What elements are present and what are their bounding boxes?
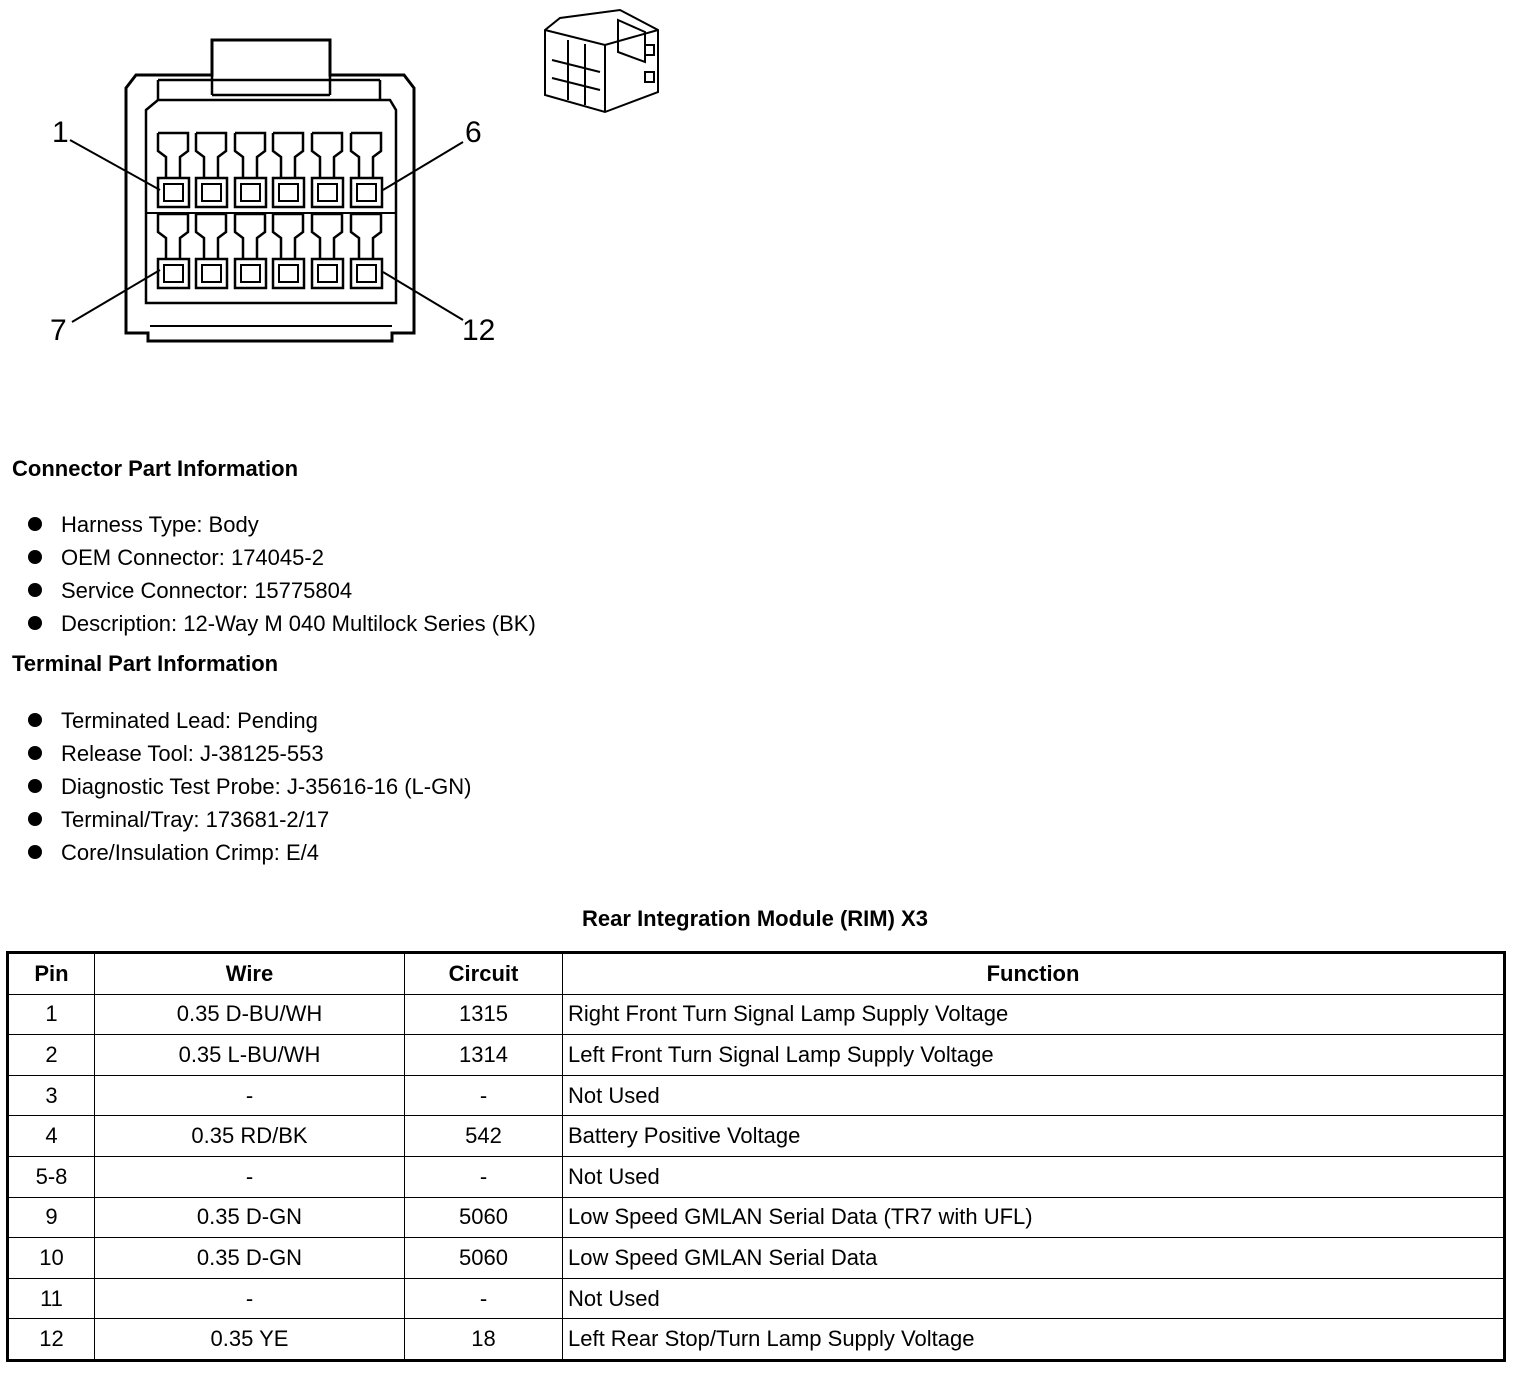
table-row (8, 1075, 1505, 1116)
list-item (28, 574, 536, 607)
cell-circuit: - (405, 1278, 563, 1319)
cell-pin: 3 (8, 1075, 95, 1116)
terminal-cavity-5 (312, 178, 343, 207)
terminal-cavity-8 (196, 259, 227, 288)
cell-circuit: 5060 (405, 1238, 563, 1279)
terminal-cavity-2 (196, 178, 227, 207)
list-item-text: Terminal/Tray: 173681-2/17 (61, 807, 330, 832)
bullet-icon (28, 746, 42, 760)
cell-function: Right Front Turn Signal Lamp Supply Voltage (563, 994, 1505, 1035)
terminal-latch (273, 133, 303, 178)
cell-function: Not Used (563, 1278, 1505, 1319)
terminal-cavity-6 (351, 178, 382, 207)
table-row (8, 1238, 1505, 1279)
list-item (28, 803, 471, 836)
terminal-contact (318, 265, 337, 282)
cell-circuit: 1315 (405, 994, 563, 1035)
bullet-icon (28, 517, 42, 531)
list-item-text: Terminated Lead: Pending (61, 708, 318, 733)
terminal-latch (312, 214, 342, 259)
list-item-text: Harness Type: Body (61, 512, 259, 537)
terminal-contact (202, 265, 221, 282)
bullet-icon (28, 616, 42, 630)
terminal-cavity-11 (312, 259, 343, 288)
terminal-latch (312, 133, 342, 178)
bullet-icon (28, 845, 42, 859)
list-item (28, 508, 536, 541)
pin-label-6: 6 (465, 116, 482, 149)
terminal-contact (357, 184, 376, 201)
table-row (8, 1278, 1505, 1319)
terminal-contact (164, 184, 183, 201)
terminal-contact (279, 184, 298, 201)
cell-pin: 12 (8, 1319, 95, 1361)
cell-pin: 2 (8, 1035, 95, 1076)
table-title: Rear Integration Module (RIM) X3 (582, 906, 928, 931)
pin-label-12: 12 (462, 314, 496, 347)
table-row (8, 994, 1505, 1035)
terminal-latch (351, 133, 381, 178)
header-function: Function (563, 953, 1505, 995)
cell-wire: 0.35 D-BU/WH (95, 994, 405, 1035)
terminal-cavity-12 (351, 259, 382, 288)
table-row (8, 1116, 1505, 1157)
terminal-cavity-1 (158, 178, 189, 207)
cell-function: Left Rear Stop/Turn Lamp Supply Voltage (563, 1319, 1505, 1361)
terminal-contact (279, 265, 298, 282)
list-item-text: Description: 12-Way M 040 Multilock Series (BK) (61, 611, 536, 636)
terminal-cavity-7 (158, 259, 189, 288)
cell-wire: 0.35 YE (95, 1319, 405, 1361)
terminal-latch (351, 214, 381, 259)
cell-circuit: 1314 (405, 1035, 563, 1076)
bullet-icon (28, 583, 42, 597)
list-item-text: OEM Connector: 174045-2 (61, 545, 324, 570)
cell-function: Low Speed GMLAN Serial Data (TR7 with UFL) (563, 1197, 1505, 1238)
cell-circuit: 18 (405, 1319, 563, 1361)
list-item (28, 770, 471, 803)
table-row (8, 1156, 1505, 1197)
list-item (28, 541, 536, 574)
pinout-table (6, 951, 1506, 1362)
list-item (28, 704, 471, 737)
cell-circuit: - (405, 1156, 563, 1197)
table-row (8, 1319, 1505, 1361)
connector-part-info-heading: Connector Part Information (12, 456, 299, 481)
bullet-icon (28, 812, 42, 826)
terminal-latch (158, 214, 188, 259)
pin-label-1: 1 (52, 116, 69, 149)
header-wire: Wire (95, 953, 405, 995)
connector-isometric-icon (545, 10, 658, 112)
list-item-text: Core/Insulation Crimp: E/4 (61, 840, 319, 865)
terminal-cavity-9 (235, 259, 266, 288)
terminal-cavity-4 (273, 178, 304, 207)
list-item-text: Service Connector: 15775804 (61, 578, 353, 603)
terminal-latch (235, 214, 265, 259)
cell-pin: 5-8 (8, 1156, 95, 1197)
cell-circuit: 542 (405, 1116, 563, 1157)
terminal-contact (241, 184, 260, 201)
cell-wire: - (95, 1075, 405, 1116)
bullet-icon (28, 779, 42, 793)
list-item (28, 737, 471, 770)
list-item-text: Diagnostic Test Probe: J-35616-16 (L-GN) (61, 774, 472, 799)
cell-circuit: 5060 (405, 1197, 563, 1238)
cell-pin: 1 (8, 994, 95, 1035)
cell-wire: 0.35 RD/BK (95, 1116, 405, 1157)
cell-function: Battery Positive Voltage (563, 1116, 1505, 1157)
cell-wire: 0.35 D-GN (95, 1238, 405, 1279)
cell-function: Not Used (563, 1156, 1505, 1197)
terminal-part-info-list (28, 704, 471, 869)
list-item (28, 836, 471, 869)
table-header-row (8, 953, 1505, 995)
terminal-cavity-3 (235, 178, 266, 207)
cell-wire: 0.35 D-GN (95, 1197, 405, 1238)
cell-wire: 0.35 L-BU/WH (95, 1035, 405, 1076)
terminal-latch (273, 214, 303, 259)
cell-pin: 11 (8, 1278, 95, 1319)
bullet-icon (28, 713, 42, 727)
terminal-contact (357, 265, 376, 282)
cell-pin: 9 (8, 1197, 95, 1238)
connector-part-info-list (28, 508, 536, 640)
terminal-contact (202, 184, 221, 201)
cell-circuit: - (405, 1075, 563, 1116)
cell-pin: 4 (8, 1116, 95, 1157)
list-item-text: Release Tool: J-38125-553 (61, 741, 324, 766)
pin-label-7: 7 (50, 314, 67, 347)
connector-face-diagram (0, 0, 700, 380)
terminal-cavity-10 (273, 259, 304, 288)
list-item (28, 607, 536, 640)
terminal-part-info-heading: Terminal Part Information (12, 651, 279, 676)
terminal-contact (318, 184, 337, 201)
terminal-latch (158, 133, 188, 178)
table-row (8, 1197, 1505, 1238)
header-circuit: Circuit (405, 953, 563, 995)
terminal-contact (164, 265, 183, 282)
cell-function: Low Speed GMLAN Serial Data (563, 1238, 1505, 1279)
terminal-contact (241, 265, 260, 282)
header-pin: Pin (8, 953, 95, 995)
cell-wire: - (95, 1156, 405, 1197)
cell-function: Left Front Turn Signal Lamp Supply Voltage (563, 1035, 1505, 1076)
terminal-latch (196, 133, 226, 178)
table-row (8, 1035, 1505, 1076)
cell-wire: - (95, 1278, 405, 1319)
cell-pin: 10 (8, 1238, 95, 1279)
bullet-icon (28, 550, 42, 564)
cell-function: Not Used (563, 1075, 1505, 1116)
terminal-latch (196, 214, 226, 259)
terminal-latch (235, 133, 265, 178)
